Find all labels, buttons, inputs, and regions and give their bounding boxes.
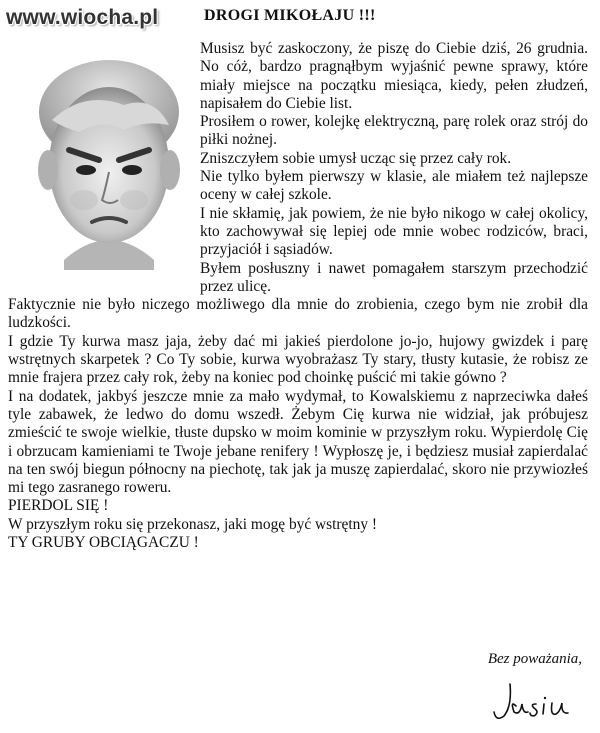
letter-body — [8, 40, 588, 552]
letter-paragraph: PIERDOL SIĘ ! — [8, 497, 109, 515]
handwritten-signature — [490, 676, 580, 726]
closing-line: Bez poważania, — [487, 651, 582, 667]
letter-paragraph: TY GRUBY OBCIĄGACZU ! — [8, 534, 199, 552]
letter-paragraph: Musisz być zaskoczony, że piszę do Ciebie dziś, 26 grudnia. No cóż, bardzo pragnąłbym wyjaśnić pewne sprawy, które miały miejsce na początku miesiąca, kiedy, pełen złudzeń, napisałem do Ciebie list. — [200, 40, 588, 112]
letter-paragraph: Prosiłem o rower, kolejkę elektryczną, parę rolek oraz strój do piłki nożnej. — [200, 113, 588, 149]
letter-paragraph: I gdzie Ty kurwa masz jaja, żeby dać mi jakieś pierdolone jo-jo, hujowy gwizdek i parę wstrętnych skarpetek ? Co Ty sobie, kurwa wyobrażasz Ty stary, tłusty kutasie, że robisz ze mnie frajera przez cały rok, żeby na koniec pod choinkę puścić mi takie gówno ? — [8, 332, 588, 387]
letter-paragraph: Faktycznie nie było niczego możliwego dla mnie do zrobienia, czego bym nie zrobił dla ludzkości. — [8, 296, 588, 332]
watermark-logo: www.wiocha.pl — [6, 6, 159, 29]
letter-paragraph: I nie skłamię, jak powiem, że nie było nikogo w całej okolicy, kto zachowywał się lepiej ode mnie wobec rodziców, braci, przyjaciół i sąsiadów. — [200, 204, 588, 259]
portrait-wrap-area — [8, 40, 200, 290]
letter-paragraph: W przyszłym roku się przekonasz, jaki mogę być wstrętny ! — [8, 515, 377, 533]
letter-paragraph: Zniszczyłem sobie umysł ucząc się przez cały rok. — [200, 149, 512, 167]
letter-title: DROGI MIKOŁAJU !!! — [204, 7, 376, 24]
letter-paragraph: Byłem posłuszny i nawet pomagałem starszym przechodzić przez ulicę. — [200, 259, 588, 295]
letter-paragraph: Nie tylko byłem pierwszy w klasie, ale miałem też najlepsze oceny w całej szkole. — [200, 168, 588, 204]
letter-paragraph: I na dodatek, jakbyś jeszcze mnie za mało wydymał, to Kowalskiemu z naprzeciwka dałeś tyle zabawek, że ledwo do domu wszedł. Żebym Cię kurwa nie widział, jak próbujesz zmieścić te swoje wielkie, tłuste dupsko w moim kominie w przyszłym roku. Wypierdolę Cię i obrzucam kamieniami te Twoje jebane renifery ! Wypłoszę je, i będziesz musiał zapierdalać na ten swój biegun północny na piechotę, tak jak ja muszę zapierdalać, skoro nie przywiozłeś mi tego zasranego roweru. — [8, 387, 588, 497]
